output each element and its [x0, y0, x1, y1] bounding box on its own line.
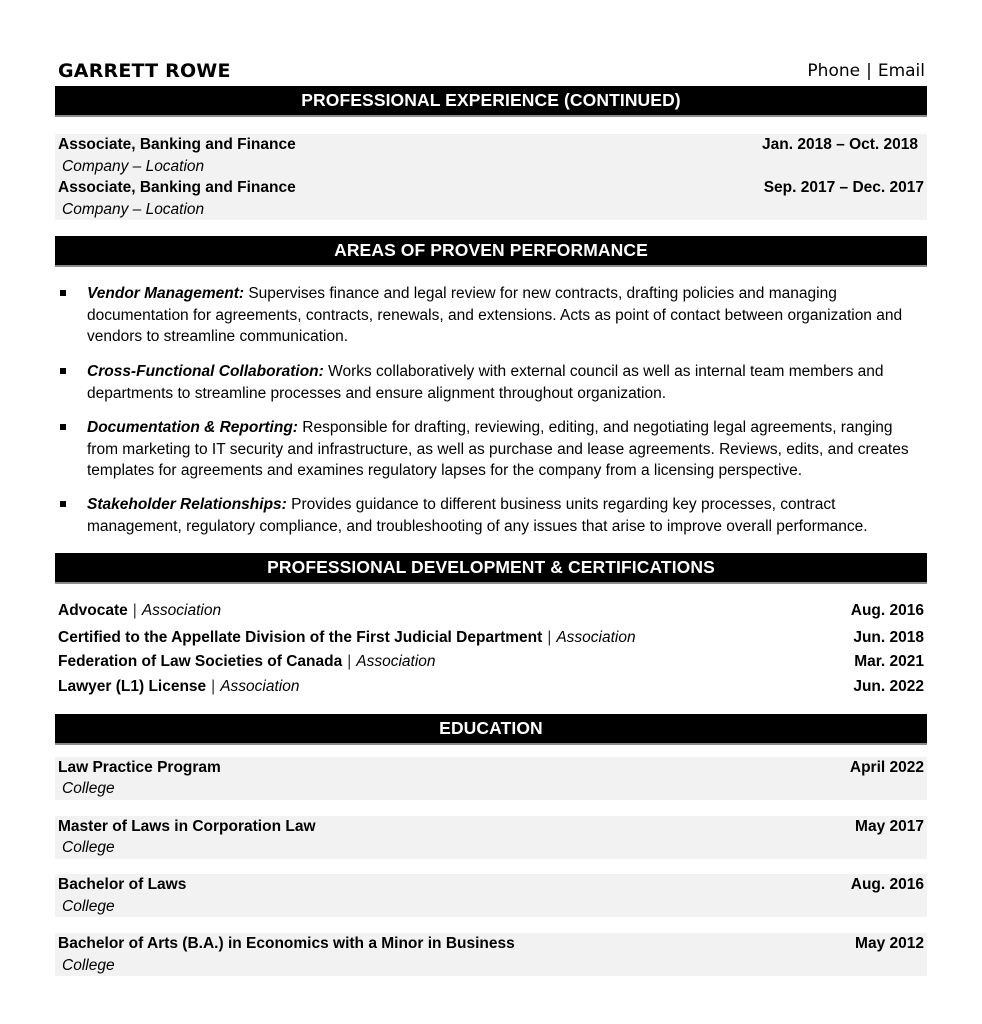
certification-date: Jun. 2018 — [853, 629, 924, 646]
candidate-name: GARRETT ROWE — [58, 60, 231, 82]
degree-name: Master of Laws in Corporation Law — [58, 818, 316, 835]
company-location: Company – Location — [62, 201, 205, 218]
certification-separator: | — [132, 602, 137, 619]
school-name: College — [62, 957, 115, 974]
certification-separator: | — [547, 629, 552, 646]
performance-text: Works collaboratively with external council as well as internal team members and departments to streamline processes and ensure alignment throughout organization. — [87, 363, 884, 402]
section-header-performance: AREAS OF PROVEN PERFORMANCE — [55, 236, 927, 267]
section-header-certifications: PROFESSIONAL DEVELOPMENT & CERTIFICATIONS — [55, 553, 927, 584]
certification-name: Certified to the Appellate Division of the First Judicial Department — [58, 629, 543, 646]
company-location: Company – Location — [62, 158, 205, 175]
certification-date: Aug. 2016 — [850, 602, 924, 619]
job-title: Associate, Banking and Finance — [58, 179, 296, 196]
certification-org: Association — [220, 678, 300, 695]
contact-separator: | — [866, 61, 872, 81]
school-name: College — [62, 898, 115, 915]
contact-info — [807, 61, 925, 81]
bullet-square-icon — [60, 501, 66, 507]
degree-name: Bachelor of Arts (B.A.) in Economics with a Minor in Business — [58, 935, 515, 952]
school-name: College — [62, 780, 115, 797]
performance-title: Cross-Functional Collaboration: — [87, 363, 324, 380]
section-header-experience: PROFESSIONAL EXPERIENCE (CONTINUED) — [55, 86, 927, 117]
phone-link[interactable]: Phone — [807, 61, 861, 81]
school-name: College — [62, 839, 115, 856]
bullet-square-icon — [60, 290, 66, 296]
bullet-square-icon — [60, 424, 66, 430]
education-date: May 2017 — [855, 818, 924, 835]
certification-date: Mar. 2021 — [854, 653, 924, 670]
degree-name: Law Practice Program — [58, 759, 221, 776]
section-header-education: EDUCATION — [55, 714, 927, 745]
certification-name: Lawyer (L1) License — [58, 678, 207, 695]
education-date: April 2022 — [849, 759, 924, 776]
certification-name: Advocate — [58, 602, 128, 619]
job-dates: Sep. 2017 – Dec. 2017 — [763, 179, 924, 196]
bullet-square-icon — [60, 368, 66, 374]
performance-title: Stakeholder Relationships: — [87, 496, 287, 513]
performance-title: Vendor Management: — [87, 285, 245, 302]
education-date: Aug. 2016 — [850, 876, 924, 893]
certification-org: Association — [556, 629, 636, 646]
certification-separator: | — [347, 653, 352, 670]
performance-text: Responsible for drafting, reviewing, editing, and negotiating legal agreements, ranging from marketing to IT security and infrastructure, as well as purchase and lease agreements. Reviews, edits, and creates templates for agreements and examines regulatory lapses for the company from a licensing perspective. — [87, 419, 909, 479]
performance-text: Provides guidance to different business units regarding key processes, contract management, regulatory compliance, and troubleshooting of any issues that arise to improve overall performance. — [87, 496, 868, 535]
email-link[interactable]: Email — [877, 61, 925, 81]
job-title: Associate, Banking and Finance — [58, 136, 296, 153]
resume-header — [55, 58, 927, 84]
education-date: May 2012 — [855, 935, 924, 952]
certification-name: Federation of Law Societies of Canada — [58, 653, 343, 670]
performance-text: Supervises finance and legal review for new contracts, drafting policies and managing documentation for agreements, contracts, renewals, and extensions. Acts as point of contact between organization and vendors to streamline communication. — [87, 285, 903, 345]
performance-title: Documentation & Reporting: — [87, 419, 298, 436]
certification-separator: | — [211, 678, 216, 695]
degree-name: Bachelor of Laws — [58, 876, 187, 893]
certification-date: Jun. 2022 — [853, 678, 924, 695]
certification-org: Association — [141, 602, 222, 619]
job-dates: Jan. 2018 – Oct. 2018 — [762, 136, 918, 153]
certification-org: Association — [356, 653, 436, 670]
